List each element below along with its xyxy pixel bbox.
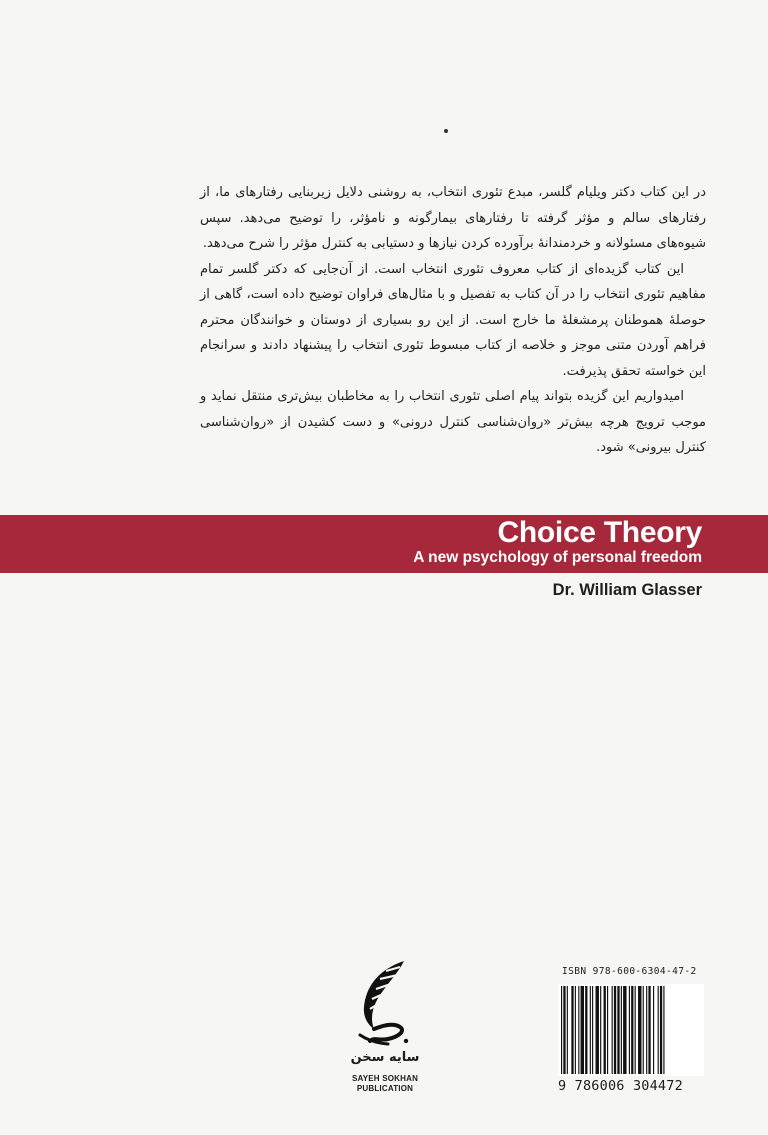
barcode-number: 9 786006 304472 (558, 1078, 683, 1094)
barcode-stripe (575, 986, 576, 1074)
barcode-stripe (658, 986, 659, 1074)
barcode (558, 984, 704, 1076)
author-name: Dr. William Glasser (552, 581, 702, 599)
barcode-stripe (567, 986, 568, 1074)
barcode-stripe (617, 986, 619, 1074)
barcode-stripe (590, 986, 591, 1074)
barcode-stripe (581, 986, 584, 1074)
barcode-stripe (648, 986, 650, 1074)
book-subtitle: A new psychology of personal freedom (413, 549, 702, 566)
barcode-stripe (631, 986, 633, 1074)
barcode-stripe (621, 986, 622, 1074)
barcode-stripe (663, 986, 664, 1074)
barcode-stripe (623, 986, 626, 1074)
barcode-stripe (629, 986, 630, 1074)
barcode-stripe (571, 986, 573, 1074)
barcode-stripe (643, 986, 644, 1074)
barcode-stripe (604, 986, 606, 1074)
barcode-stripe (600, 986, 601, 1074)
barcode-stripe (561, 986, 562, 1074)
isbn-label: ISBN 978-600-6304-47-2 (562, 966, 697, 977)
barcode-stripe (578, 986, 579, 1074)
barcode-stripe (660, 986, 662, 1074)
blurb-paragraph-3: امیدواریم این گزیده بتواند پیام اصلی تئوری انتخاب را به مخاطبان بیش‌تری منتقل نماید و موجب ترویج هرچه بیش‌تر «روان‌شناسی کنترل درونی» و دست کشیدن از «روان‌شناسی کنترل بیرونی» شود. (200, 389, 706, 455)
barcode-stripe (635, 986, 636, 1074)
blurb-paragraph-1: در این کتاب دکتر ویلیام گلسر، مبدع تئوری انتخاب، به روشنی دلایل زیربنایی رفتارهای ما، از رفتارهای سالم و مؤثر گرفته تا رفتارهای بیمارگونه و نامؤثر، را توضیح می‌دهد. سپس شیوه‌های مسئولانه و خردمندانهٔ برآورده کردن نیازها و دستیابی به کنترل مؤثر را شرح می‌دهد. (200, 185, 706, 251)
barcode-stripe (592, 986, 593, 1074)
barcode-stripe (612, 986, 613, 1074)
barcode-stripe (563, 986, 565, 1074)
barcode-stripe (614, 986, 616, 1074)
publisher-name-fa: سایه سخن (350, 1050, 420, 1065)
barcode-stripe (646, 986, 647, 1074)
barcode-stripe (585, 986, 587, 1074)
barcode-stripe (607, 986, 608, 1074)
barcode-stripe (653, 986, 654, 1074)
barcode-stripe (596, 986, 599, 1074)
barcode-stripe (638, 986, 641, 1074)
book-title: Choice Theory (497, 516, 702, 549)
publisher-name-en-line2: PUBLICATION (356, 1084, 414, 1093)
publisher-name-en: SAYEH SOKHAN (351, 1074, 419, 1083)
print-speck (444, 129, 448, 133)
blurb-paragraph-2: این کتاب گزیده‌ای از کتاب معروف تئوری انتخاب است. از آن‌جایی که دکتر گلسر تمام مفاهیم تئوری انتخاب را در آن کتاب به تفصیل و با مثال‌های فراوان توضیح داده است، گاهی از حوصلهٔ هموطنان پرمشغلهٔ ما خارج است. از این رو بسیاری از دوستان و خوانندگان محترم فراهم آوردن متنی موجز و خلاصه از کتاب مبسوط تئوری انتخاب را پیشنهاد دادند و سرانجام این خواسته تحقق پذیرفت. (200, 261, 706, 379)
blurb-text (200, 180, 706, 461)
